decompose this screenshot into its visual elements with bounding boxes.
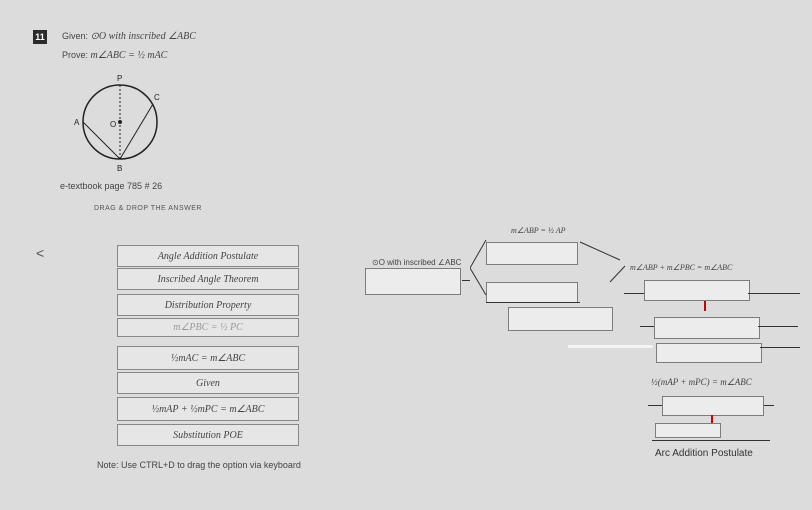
label-c: C xyxy=(154,93,160,102)
option-inscribed-angle[interactable]: Inscribed Angle Theorem xyxy=(117,268,299,290)
drop-box-middle[interactable] xyxy=(654,317,760,339)
connector xyxy=(462,280,470,281)
label-o: O xyxy=(110,120,117,129)
label-b: B xyxy=(117,164,123,173)
underline xyxy=(652,440,770,441)
circle-diagram xyxy=(70,70,170,180)
connector xyxy=(748,293,800,294)
given-line xyxy=(62,31,196,42)
option-half-sum[interactable]: ½mAP + ½mPC = m∠ABC xyxy=(117,397,299,421)
given-prefix: Given: xyxy=(62,31,89,41)
drop-box-fifth[interactable] xyxy=(662,396,764,416)
given-math: ⊙O with inscribed ∠ABC xyxy=(90,31,196,42)
drop-box-right[interactable] xyxy=(644,280,750,301)
prove-line xyxy=(62,50,167,61)
option-mpbc[interactable]: m∠PBC = ½ PC xyxy=(117,318,299,337)
right-statement: m∠ABP + m∠PBC = m∠ABC xyxy=(630,263,733,272)
label-a: A xyxy=(74,118,80,127)
option-half-ac[interactable]: ½mAC = m∠ABC xyxy=(117,346,299,370)
connector xyxy=(640,326,654,327)
option-substitution[interactable]: Substitution POE xyxy=(117,424,299,446)
drop-box-third[interactable] xyxy=(508,307,613,331)
given-label: ⊙O with inscribed ∠ABC xyxy=(372,258,462,267)
connector xyxy=(648,405,662,406)
connector xyxy=(624,293,644,294)
option-distribution[interactable]: Distribution Property xyxy=(117,294,299,316)
instructions-heading: DRAG & DROP THE ANSWER xyxy=(94,205,202,212)
option-given[interactable]: Given xyxy=(117,372,299,394)
drop-box-given[interactable] xyxy=(365,268,461,295)
top-statement: m∠ABP = ½ AP xyxy=(511,226,566,235)
connector-lines xyxy=(470,240,630,310)
keyboard-note: Note: Use CTRL+D to drag the option via keyboard xyxy=(97,460,301,470)
chevron-left-icon[interactable]: < xyxy=(36,245,45,261)
middle-statement: ½(mAP + mPC) = m∠ABC xyxy=(651,377,752,387)
connector xyxy=(758,326,798,327)
bottom-label: Arc Addition Postulate xyxy=(655,448,753,459)
prove-prefix: Prove: xyxy=(62,50,89,60)
drop-box-fourth[interactable] xyxy=(656,343,762,363)
option-angle-addition[interactable]: Angle Addition Postulate xyxy=(117,245,299,267)
connector xyxy=(764,405,774,406)
source-text: e-textbook page 785 # 26 xyxy=(60,181,163,191)
label-p: P xyxy=(117,74,123,83)
question-number: 11 xyxy=(33,30,47,44)
drop-box-sixth[interactable] xyxy=(655,423,721,438)
connector xyxy=(760,347,800,348)
red-marker xyxy=(704,301,706,311)
divider xyxy=(568,345,653,348)
prove-math: m∠ABC = ½ mAC xyxy=(90,50,168,61)
